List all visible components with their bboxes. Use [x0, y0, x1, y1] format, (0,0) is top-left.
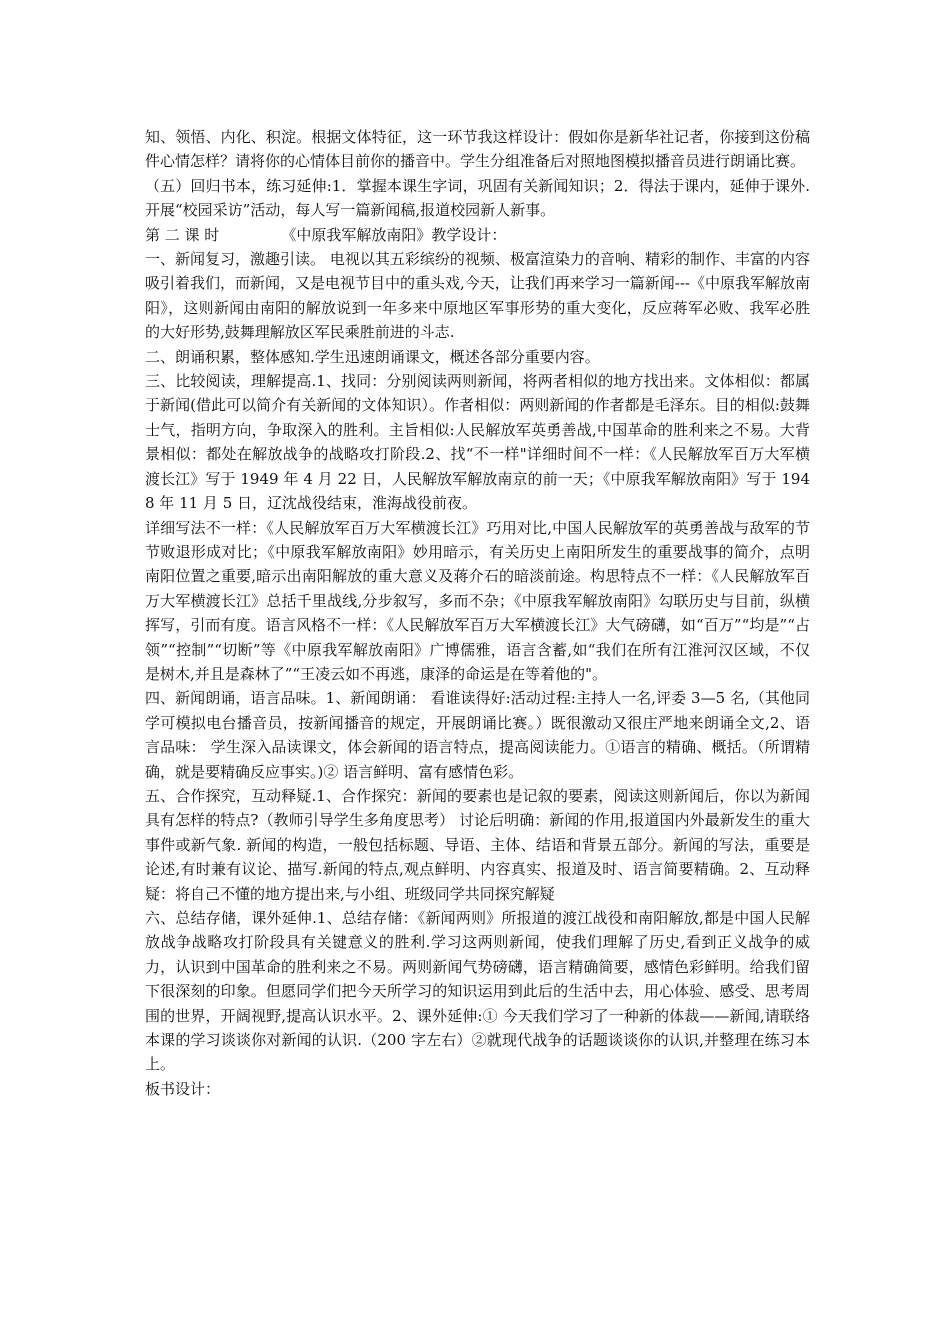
paragraph-6: 详细写法不一样：《人民解放军百万大军横渡长江》巧用对比,中国人民解放军的英勇善战与敌军的节节败退形成对比；《中原我军解放南阳》妙用暗示，有关历史上南阳所发生的重要战事的简介，点明南阳位置之重要,暗示出南阳解放的重大意义及蒋介石的暗淡前途。构思特点不一样：《人民解放军百万大军横渡长江》总括千里战线,分步叙写，多而不杂；《中原我军解放南阳》勾联历史与目前，纵横挥写，引而有度。语言风格不一样：《人民解放军百万大军横渡长江》大气磅礴，如“百万”“均是”“占领”“控制”“切断”等《中原我军解放南阳》广博儒雅，语言含蓄,如“我们在所有江淮河汉区域，不仅是树木,并且是森林了”“王凌云如不再逃，康泽的命运是在等着他的"。	[145, 518, 810, 683]
paragraph-7: 四、新闻朗诵，语言品味。1、新闻朗诵： 看谁读得好:活动过程:主持人一名,评委 3—5 名,（其他同学可模拟电台播音员，按新闻播音的规定，开展朗诵比赛。）既很激动又很庄严地来朗诵全文,2、语言品味： 学生深入品读课文，体会新闻的语言特点，提高阅读能力。①语言的精确、概括。（所谓精确，就是要精确反应事实。)② 语言鲜明、富有感情色彩。	[145, 689, 810, 781]
paragraph-9: 六、总结存储，课外延伸.1、总结存储：《新闻两则》所报道的渡江战役和南阳解放,都是中国人民解放战争战略攻打阶段具有关键意义的胜利.学习这两则新闻，使我们理解了历史,看到正义战争的威力，认识到中国革命的胜利来之不易。两则新闻气势磅礴，语言精确简要，感情色彩鲜明。给我们留下很深刻的印象。但愿同学们把今天所学习的知识运用到此后的生活中去，用心体验、感受、思考周围的世界，开阔视野,提高认识水平。2、课外延伸:① 今天我们学习了一种新的体裁——新闻,请联络本课的学习谈谈你对新闻的认识.（200 字左右）②就现代战争的话题谈谈你的认识,并整理在练习本上。	[145, 909, 810, 1074]
paragraph-5: 三、比较阅读，理解提高.1、找同：分别阅读两则新闻，将两者相似的地方找出来。文体相似：都属于新闻(借此可以简介有关新闻的文体知识）。作者相似：两则新闻的作者都是毛泽东。目的相似:鼓舞士气，指明方向，争取深入的胜利。主旨相似:人民解放军英勇善战,中国革命的胜利来之不易。大背景相似：都处在解放战争的战略攻打阶段.2、找“不一样"详细时间不一样：《人民解放军百万大军横渡长江》写于 1949 年 4 月 22 日，人民解放军解放南京的前一天；《中原我军解放南阳》写于 1948 年 11 月 5 日，辽沈战役结束，淮海战役前夜。	[145, 372, 810, 513]
section-title: 《中原我军解放南阳》教学设计：	[281, 225, 507, 244]
paragraph-1: 知、领悟、内化、积淀。根据文体特征，这一环节我这样设计：假如你是新华社记者，你接到这份稿件心情怎样？请将你的心情体目前你的播音中。学生分组准备后对照地图模拟播音员进行朗诵比赛。	[145, 128, 810, 171]
paragraph-4: 二、朗诵积累，整体感知.学生迅速朗诵课文，概述各部分重要内容。	[145, 347, 600, 366]
paragraph-8: 五、合作探究，互动释疑.1、合作探究：新闻的要素也是记叙的要素，阅读这则新闻后，你以为新闻具有怎样的特点?（教师引导学生多角度思考） 讨论后明确：新闻的作用,报道国内外最新发生的重大事件或新气象. 新闻的构造，一般包括标题、导语、主体、结语和背景五部分。新闻的写法，重要是论述,有时兼有议论、描写.新闻的特点,观点鲜明、内容真实、报道及时、语言简要精确。2、互动释疑：将自己不懂的地方提出来,与小组、班级同学共同探究解疑	[145, 786, 810, 903]
paragraph-3: 一、新闻复习，激趣引读。 电视以其五彩缤纷的视频、极富渲染力的音响、精彩的制作、丰富的内容吸引着我们，而新闻，又是电视节目中的重头戏,今天，让我们再来学习一篇新闻---《中原我军解放南阳》，这则新闻由南阳的解放说到一年多来中原地区军事形势的重大变化，反应蒋军必败、我军必胜的大好形势,鼓舞理解放区军民乘胜前进的斗志.	[145, 250, 810, 342]
document-body	[145, 125, 810, 1101]
paragraph-10: 板书设计：	[145, 1079, 221, 1098]
section-label: 第 二 课 时	[145, 225, 220, 244]
paragraph-2: （五）回归书本，练习延伸:1．掌握本课生字词，巩固有关新闻知识；2．得法于课内，延伸于课外.开展“校园采访”活动，每人写一篇新闻稿,报道校园新人新事。	[145, 176, 810, 220]
section-heading	[145, 223, 810, 247]
